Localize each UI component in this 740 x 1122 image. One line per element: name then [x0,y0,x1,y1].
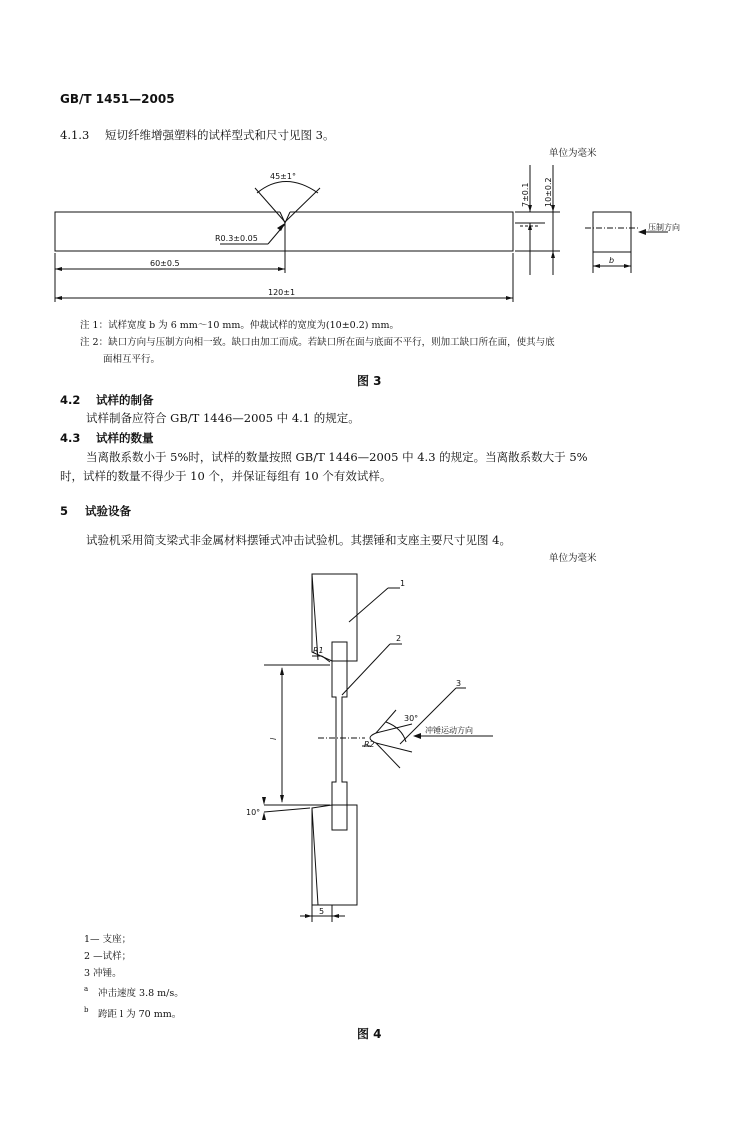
dim-10-label: 10±0.2 [544,177,553,207]
press-direction-label: 压制方向 [648,223,680,232]
section-4-3-text-2: 时，试样的数量不得少于 10 个，并保证每组有 10 个有效试样。 [60,469,392,483]
callout-2: 2 [396,634,402,643]
section-4-3-text-1: 当离散系数小于 5%时，试样的数量按照 GB/T 1446—2005 中 4.3 的规定。当离散系数大于 5% [86,450,588,464]
angle-30-label: 30° [404,714,419,723]
r1-label: R1 [313,646,324,655]
callout-3: 3 [456,679,462,688]
section-4-2-number: 4.2 [60,393,81,407]
section-5-title: 试验设备 [85,504,131,518]
page-header: GB/T 1451—2005 [60,92,175,106]
section-4-3-number: 4.3 [60,431,81,445]
unit-note-fig3: 单位为毫米 [549,148,597,159]
section-5-number: 5 [60,504,69,518]
section-5-text: 试验机采用简支梁式非金属材料摆锤式冲击试验机。其摆锤和支座主要尺寸见图 4。 [86,533,511,547]
width-b-label: b [609,256,615,265]
dim-120-label: 120±1 [268,288,296,297]
legend-item-2: 2 —试样； [84,951,132,962]
footnote-a-mark: a [84,985,89,993]
figure-3-caption: 图 3 [357,374,382,388]
note-2-line-1: 注 2：缺口方向与压制方向相一致。缺口由加工而成。若缺口所在面与底面不平行，则加工缺口所在面，使其与底 [80,337,555,348]
radius-label: R0.3±0.05 [215,234,258,243]
legend-item-3: 3 冲锤。 [84,968,122,979]
note-2-line-2: 面相互平行。 [103,354,161,365]
r2-label: R2 [364,740,375,749]
footnote-b-mark: b [84,1006,89,1014]
callout-1: 1 [400,579,406,588]
section-4-2-title: 试样的制备 [96,393,154,407]
section-4-3-title: 试样的数量 [96,431,154,445]
lower-support [312,805,357,905]
unit-note-fig4: 单位为毫米 [549,553,597,564]
hammer-direction-label: 冲锤运动方向 [425,726,473,735]
footnote-a: 冲击速度 3.8 m/s。 [98,988,184,999]
angle-10-label: 10° [246,808,261,817]
span-label: l [269,737,278,740]
note-1: 注 1：试样宽度 b 为 6 mm～10 mm。仲裁试样的宽度为(10±0.2) mm。 [80,320,400,331]
section-4-1-3-number: 4.1.3 [60,128,90,142]
width-5-label: 5 [319,907,325,916]
footnote-b: 跨距 l 为 70 mm。 [98,1009,182,1020]
angle-label: 45±1° [270,172,296,181]
dim-7-label: 7±0.1 [521,182,530,207]
section-4-2-text: 试样制备应符合 GB/T 1446—2005 中 4.1 的规定。 [86,411,360,425]
specimen-bar [332,642,347,830]
figure-4-caption: 图 4 [357,1027,382,1041]
legend-item-1: 1— 支座； [84,934,132,945]
section-4-1-3-text: 短切纤维增强塑料的试样型式和尺寸见图 3。 [105,128,335,142]
dim-60-label: 60±0.5 [150,259,180,268]
